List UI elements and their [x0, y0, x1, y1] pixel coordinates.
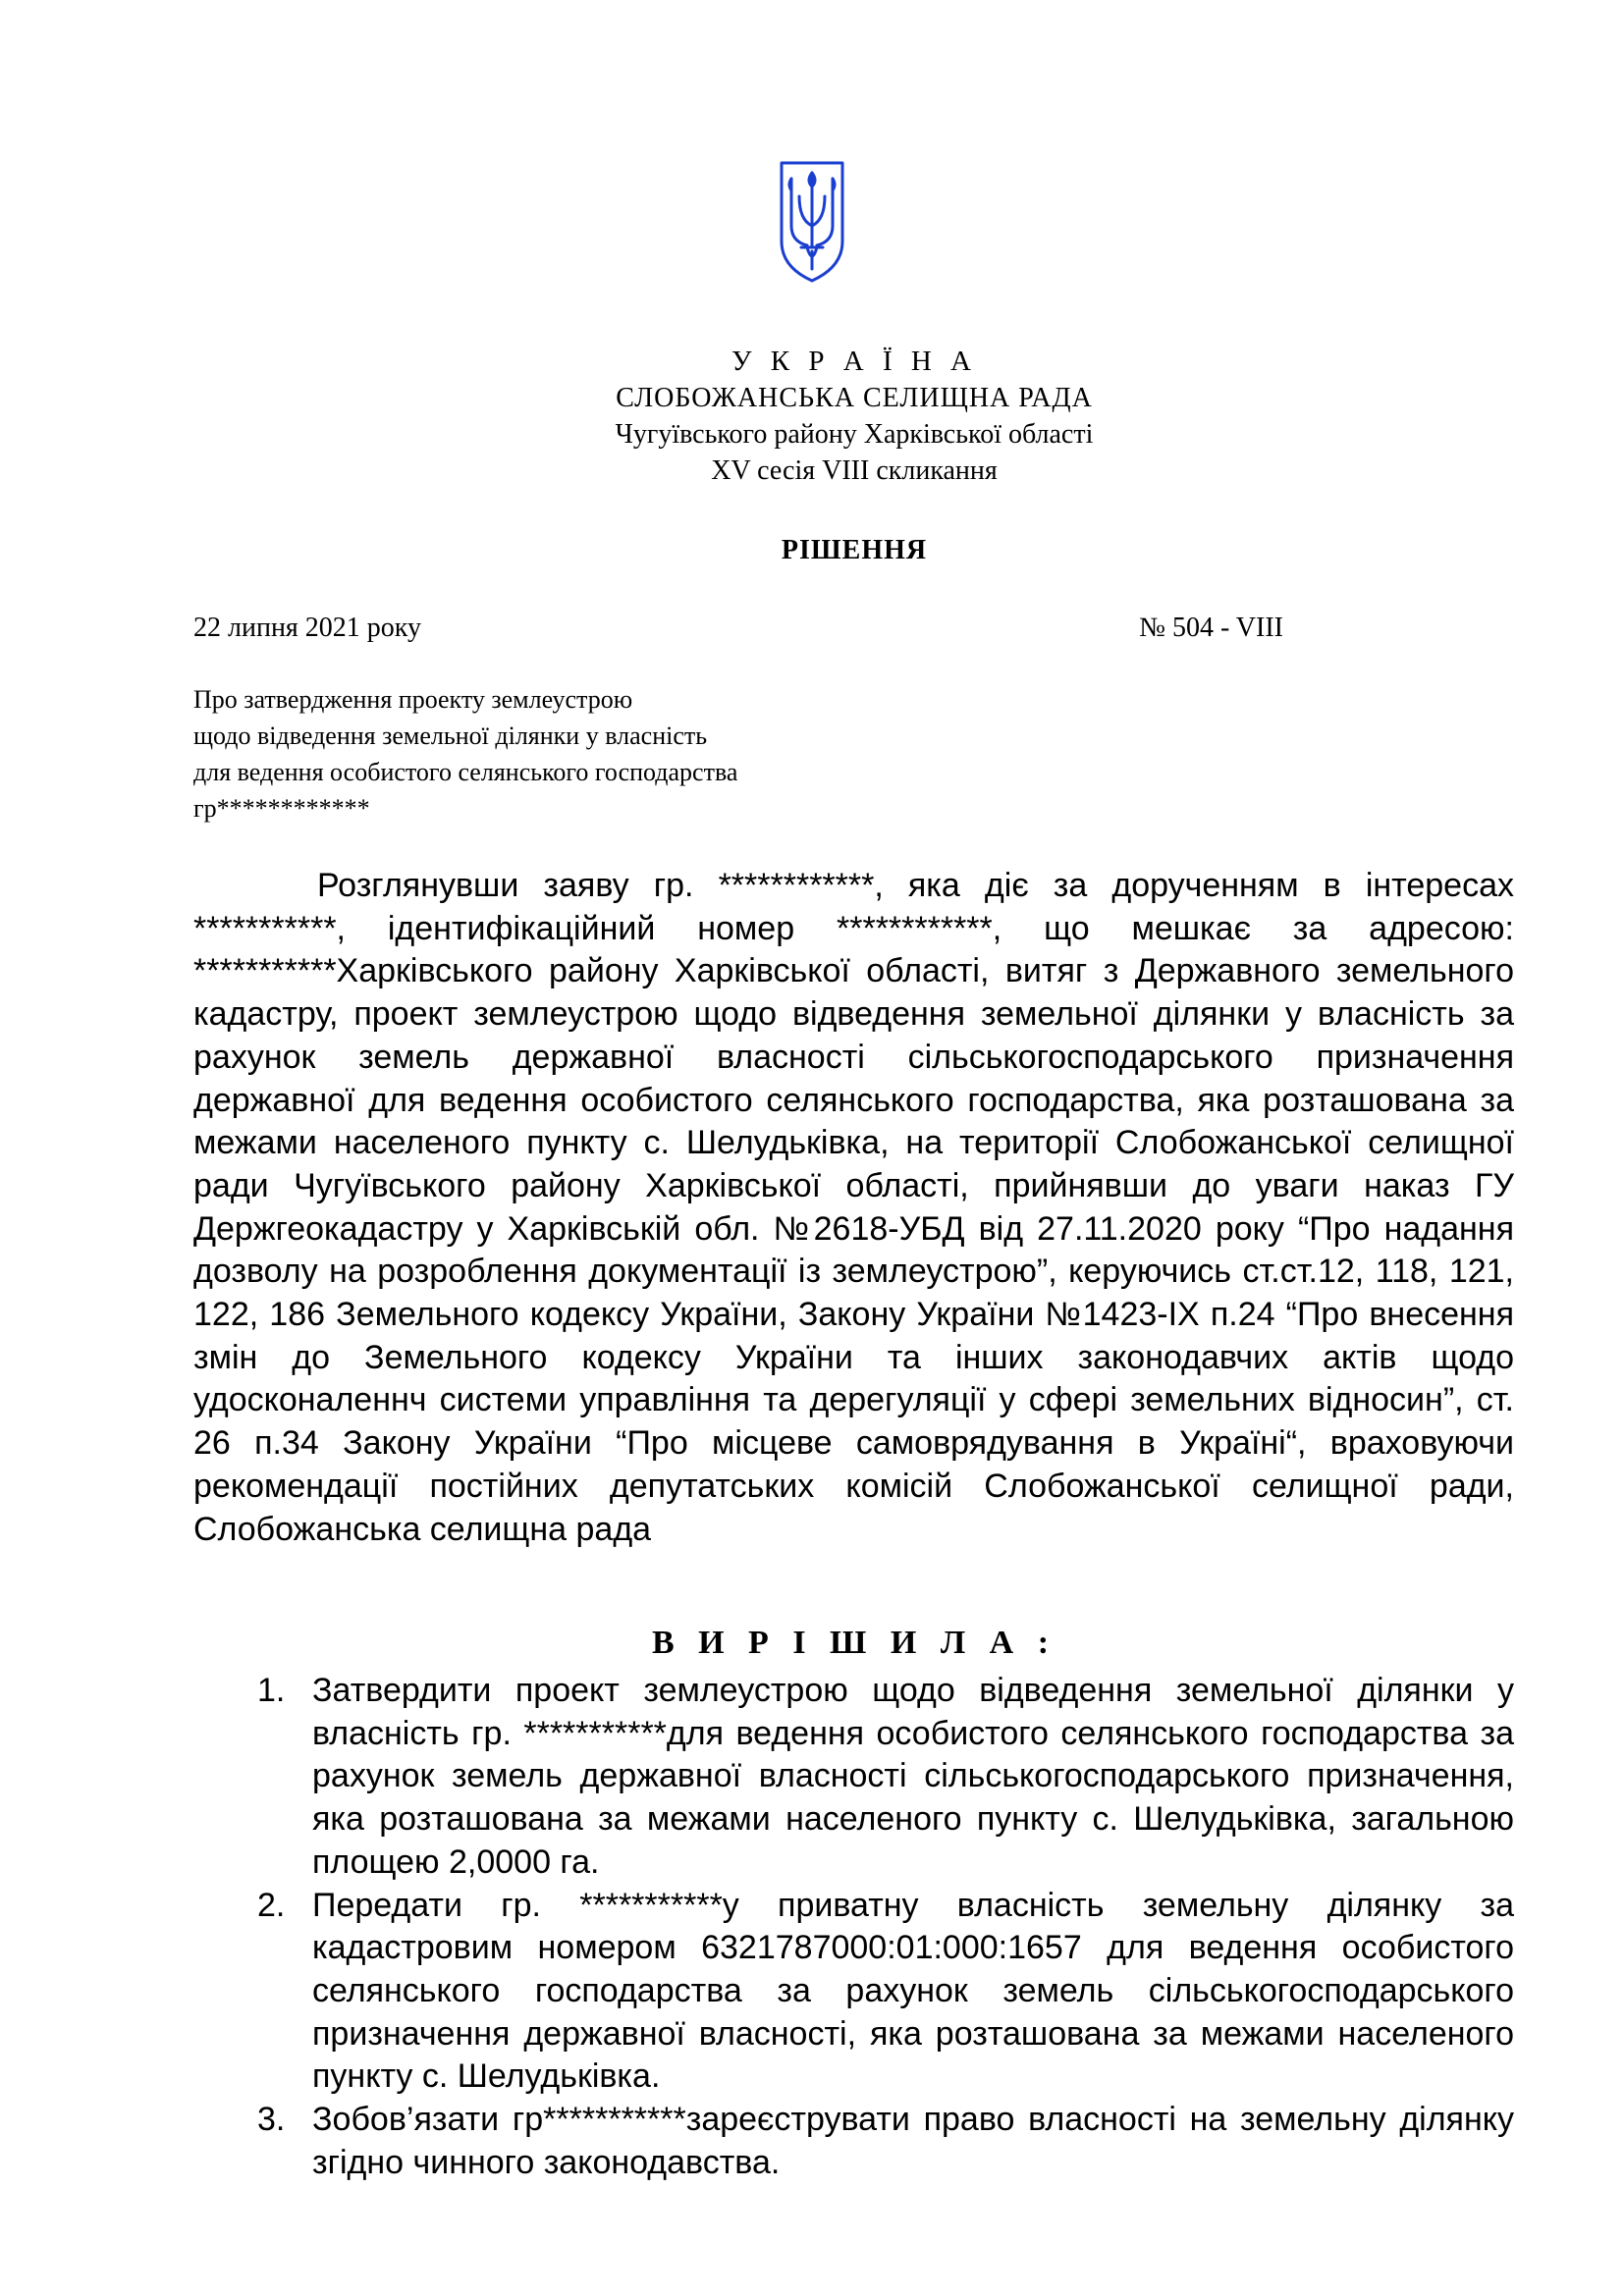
session-heading: XV сесія VIII скликання	[711, 455, 998, 486]
subject-line: щодо відведення земельної ділянки у власність	[193, 721, 708, 750]
decision-item	[257, 1670, 1514, 1885]
item-number: 3.	[257, 2101, 286, 2139]
coat-of-arms-icon	[778, 157, 846, 285]
subject-line: гр************	[193, 794, 370, 823]
decision-item	[257, 1885, 1514, 2100]
preamble-paragraph: Розглянувши заяву гр. ************, яка діє за дорученням в інтересах ***********, ідентифікаційний номер ************, що мешкає за адресою: ***********Харківського району Харківської області, витяг з Державного земельного кадастру, проект землеустрою щодо відведення земельної ділянки у власність за рахунок земель державної власності сільськогосподарського призначення державної для ведення особистого селянського господарства, яка розташована за межами населеного пункту с. Шелудьківка, на території Слобожанської селищної ради Чугуївського району Харківської області, прийнявши до уваги наказ ГУ Держгеокадастру у Харківській обл. №2618-УБД від 27.11.2020 року “Про надання дозволу на розроблення документації із землеустрою”, керуючись ст.ст.12, 118, 121, 122, 186 Земельного кодексу України, Закону України №1423-ІХ п.24 “Про внесення змін до Земельного кодексу України та інших законодавчих актів щодо удосконаленнч системи управління та дерегуляції у сфері земельних відносин”, ст. 26 п.34 Закону України “Про місцеве самоврядування в Україні“, враховуючи рекомендації постійних депутатських комісій Слобожанської селищної ради, Слобожанська селищна рада	[193, 867, 1514, 1548]
district-heading: Чугуївського району Харківської області	[615, 419, 1094, 450]
item-text: Передати гр. ***********у приватну власність земельну ділянку за кадастровим номером 6321787000:01:000:1657 для ведення особистого селянського господарства за рахунок земель сільськогосподарського призначення державної власності, яка розташована за межами населеного пункту с. Шелудьківка.	[312, 1886, 1514, 2096]
decision-heading: В И Р І Ш И Л А :	[651, 1625, 1057, 1661]
item-text: Затвердити проект землеустрою щодо відведення земельної ділянки у власність гр. ***********для ведення особистого селянського господарства за рахунок земель державної власності сільськогосподарського призначення, яка розташована за межами населеного пункту с. Шелудьківка, загальною площею 2,0000 га.	[312, 1672, 1514, 1881]
item-number: 2.	[257, 1886, 286, 1924]
document-title: РІШЕННЯ	[781, 535, 928, 565]
decision-list	[257, 1670, 1514, 2184]
subject-line: для ведення особистого селянського господарства	[193, 758, 738, 786]
item-text: Зобов’язати гр***********зареєструвати право власності на земельну ділянку згідно чинного законодавства.	[312, 2101, 1514, 2181]
country-heading: У К Р А Ї Н А	[731, 346, 977, 377]
document-subject	[193, 681, 940, 827]
subject-line: Про затвердження проекту землеустрою	[193, 685, 633, 714]
document-number: № 504 - VIII	[1139, 613, 1283, 643]
document-date: 22 липня 2021 року	[193, 613, 422, 643]
item-number: 1.	[257, 1672, 286, 1709]
decision-item	[257, 2099, 1514, 2184]
council-heading: СЛОБОЖАНСЬКА СЕЛИЩНА РАДА	[616, 383, 1093, 413]
